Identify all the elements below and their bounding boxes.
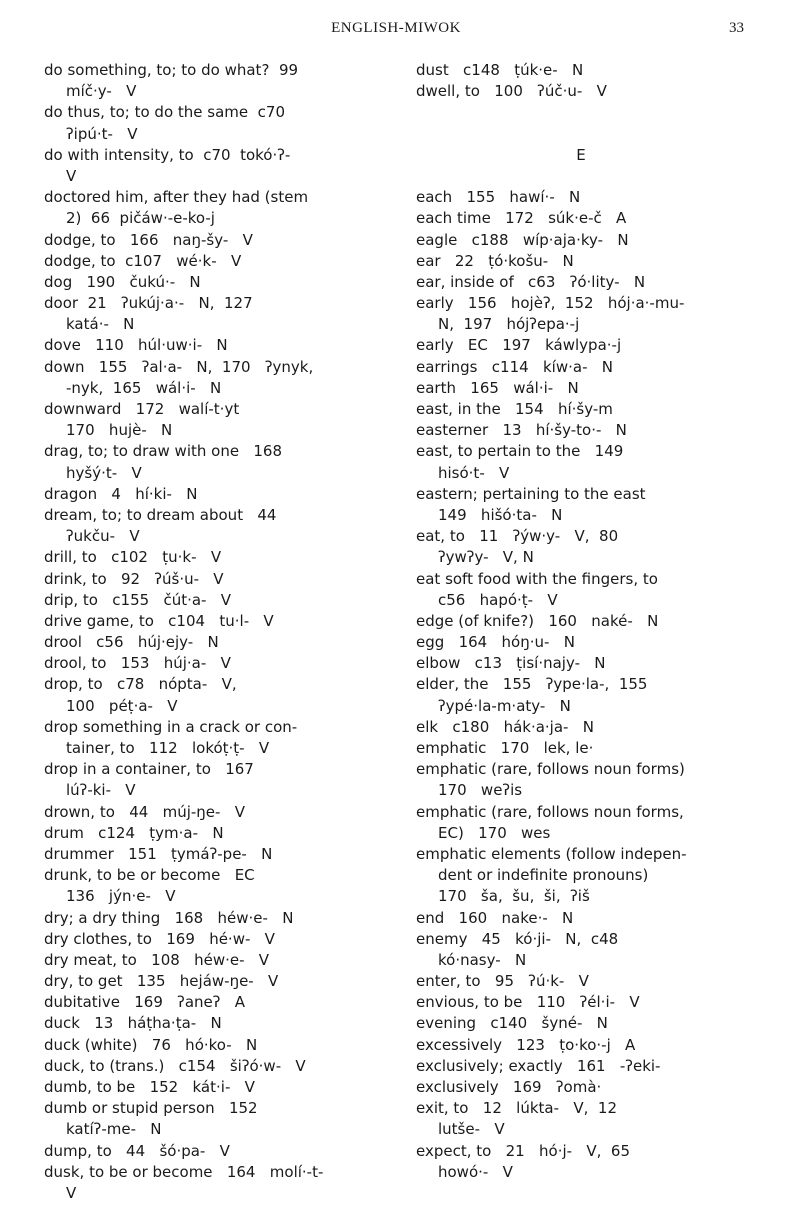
entry-line: doctored him, after they had (stem xyxy=(44,188,309,207)
entry-line: earth 165 wál·i- N xyxy=(416,378,579,397)
entry-line: dubitative 169 ʔaneʔ A xyxy=(44,993,245,1012)
section-letter: E xyxy=(576,145,586,164)
entry-line: each time 172 súk·e-č A xyxy=(416,209,627,228)
entry-line: ear, inside of c63 ʔó·lity- N xyxy=(416,272,646,291)
entry-continuation-line: EC) 170 wes xyxy=(438,823,551,842)
entry-continuation-line: V xyxy=(66,166,77,185)
entry-line: downward 172 walí-t·yt xyxy=(44,400,240,418)
entry-continuation-line: ʔukču- V xyxy=(66,527,140,546)
page-header xyxy=(0,20,792,40)
entry-line: elbow c13 ṭisí·najy- N xyxy=(416,654,606,673)
entry-line: exit, to 12 lúkta- V, 12 xyxy=(416,1099,617,1118)
entry-line: duck (white) 76 hó·ko- N xyxy=(44,1035,258,1054)
entry-line: elder, the 155 ʔype·la-, 155 xyxy=(416,675,648,694)
entry-line: dry, to get 135 hejáw-ŋe- V xyxy=(44,972,279,991)
entry-line: excessively 123 ṭo·ko·-j A xyxy=(416,1035,636,1054)
entry-continuation-line: N, 197 hójʔepa·-j xyxy=(438,315,580,334)
entry-line: dodge, to c107 wé·k- V xyxy=(44,251,242,270)
entry-line: dwell, to 100 ʔúč·u- V xyxy=(416,82,607,101)
entry-continuation-line: kó·nasy- N xyxy=(438,950,527,969)
entry-line: drop something in a crack or con- xyxy=(44,717,298,736)
running-title: ENGLISH-MIWOK xyxy=(331,20,461,36)
entry-line: emphatic (rare, follows noun forms) xyxy=(416,760,685,779)
entry-continuation-line: 170 ša, šu, ši, ʔiš xyxy=(438,887,590,906)
entry-line: earrings c114 kíw·a- N xyxy=(416,357,614,376)
entry-line: dry; a dry thing 168 héw·e- N xyxy=(44,908,294,927)
entry-continuation-line: ʔywʔy- V, N xyxy=(438,548,534,567)
entry-continuation-line: míč·y- V xyxy=(66,82,137,101)
entry-line: drool c56 húj·ejy- N xyxy=(44,633,219,652)
entry-line: east, in the 154 hí·šy-m xyxy=(416,400,613,418)
entry-continuation-line: katíʔ-me- N xyxy=(66,1120,162,1139)
entry-line: emphatic 170 lek, le· xyxy=(416,739,594,757)
entry-line: down 155 ʔal·a- N, 170 ʔynyk, xyxy=(44,357,314,376)
entry-line: dog 190 čukú·- N xyxy=(44,272,201,291)
right-column xyxy=(416,60,752,1183)
entry-line: each 155 hawí·- N xyxy=(416,188,581,207)
entry-continuation-line: 170 hujè- N xyxy=(66,421,173,440)
entry-line: dry meat, to 108 héw·e- V xyxy=(44,950,270,969)
entry-line: drag, to; to draw with one 168 xyxy=(44,442,283,461)
entry-line: drummer 151 ṭymáʔ-pe- N xyxy=(44,844,273,863)
entry-line: do with intensity, to c70 tokó·ʔ- xyxy=(44,145,291,164)
entry-continuation-line: dent or indefinite pronouns) xyxy=(438,866,649,885)
page-number: 33 xyxy=(729,20,744,36)
entry-line: emphatic elements (follow indepen- xyxy=(416,844,687,863)
entry-line: end 160 nake·- N xyxy=(416,908,574,927)
entry-continuation-line: 136 jýn·e- V xyxy=(66,887,176,906)
entry-line: expect, to 21 hó·j- V, 65 xyxy=(416,1141,630,1160)
entry-line: evening c140 šyné- N xyxy=(416,1014,608,1033)
entry-line: drip, to c155 čút·a- V xyxy=(44,590,232,609)
entry-line: drum c124 ṭym·a- N xyxy=(44,823,224,842)
entry-line: drill, to c102 ṭu·k- V xyxy=(44,548,222,567)
entry-line: edge (of knife?) 160 naké- N xyxy=(416,611,659,630)
entry-line: emphatic (rare, follows noun forms, xyxy=(416,802,684,821)
entry-line: dumb, to be 152 kát·i- V xyxy=(44,1078,255,1096)
entry-line xyxy=(416,124,752,145)
entry-continuation-line: 149 hišó·ta- N xyxy=(438,505,563,524)
entry-continuation-line: katá·- N xyxy=(66,315,135,334)
entry-line: drive game, to c104 tu·l- V xyxy=(44,611,274,630)
entry-continuation-line: V xyxy=(66,1183,77,1202)
entry-line: eastern; pertaining to the east xyxy=(416,484,646,503)
entry-line: eat, to 11 ʔýw·y- V, 80 xyxy=(416,527,619,546)
entry-continuation-line: howó·- V xyxy=(438,1162,513,1181)
entry-line: drink, to 92 ʔúš·u- V xyxy=(44,569,224,588)
entry-line: early EC 197 káwlypa·-j xyxy=(416,336,622,355)
entry-line: enter, to 95 ʔú·k- V xyxy=(416,972,589,991)
entry-line: do thus, to; to do the same c70 xyxy=(44,103,285,122)
entry-line: drool, to 153 húj·a- V xyxy=(44,654,231,673)
entry-continuation-line: ʔipú·t- V xyxy=(66,124,138,143)
entry-line: do something, to; to do what? 99 xyxy=(44,61,299,79)
entry-line: enemy 45 kó·ji- N, c48 xyxy=(416,929,619,948)
entry-continuation-line: hisó·t- V xyxy=(438,463,510,482)
left-column xyxy=(44,60,390,1204)
entry-line: dove 110 húl·uw·i- N xyxy=(44,336,228,355)
entry-line: dodge, to 166 naŋ-šy- V xyxy=(44,230,253,249)
entry-line: dusk, to be or become 164 molí·-t- xyxy=(44,1162,324,1181)
entry-continuation-line: 100 péṭ·a- V xyxy=(66,696,178,715)
entry-continuation-line: 2) 66 pičáw·-e-ko-j xyxy=(66,209,215,228)
entry-line: elk c180 hák·a·ja- N xyxy=(416,717,594,736)
entry-line: dust c148 ṭúk·e- N xyxy=(416,61,584,79)
entry-line: dumb or stupid person 152 xyxy=(44,1099,258,1118)
entry-line: eat soft food with the fingers, to xyxy=(416,569,658,588)
entry-line: drop in a container, to 167 xyxy=(44,760,254,779)
entry-line: dry clothes, to 169 hé·w- V xyxy=(44,929,275,948)
entry-line: ear 22 ṭó·košu- N xyxy=(416,251,574,270)
entry-line: drown, to 44 múj-ŋe- V xyxy=(44,802,246,821)
entry-line: eagle c188 wíp·aja·ky- N xyxy=(416,230,629,249)
entry-line: dump, to 44 šó·pa- V xyxy=(44,1141,230,1160)
entry-line: dream, to; to dream about 44 xyxy=(44,505,277,524)
entry-continuation-line: lutše- V xyxy=(438,1120,505,1139)
entry-line: exclusively; exactly 161 -ʔeki- xyxy=(416,1056,661,1075)
entry-line xyxy=(416,166,752,187)
entry-line: door 21 ʔukúj·a·- N, 127 xyxy=(44,294,253,313)
entry-continuation-line: c56 hapó·ṭ- V xyxy=(438,590,558,609)
entry-line: drop, to c78 nópta- V, xyxy=(44,675,237,694)
entry-line: duck, to (trans.) c154 šiʔó·w- V xyxy=(44,1056,306,1075)
entry-continuation-line: tainer, to 112 lokóṭ·ṭ- V xyxy=(66,739,270,757)
entry-continuation-line: 170 weʔis xyxy=(438,781,523,800)
entry-line: drunk, to be or become EC xyxy=(44,866,255,885)
entry-line xyxy=(416,102,752,123)
entry-line: dragon 4 hí·ki- N xyxy=(44,484,198,503)
entry-continuation-line: lúʔ-ki- V xyxy=(66,781,136,800)
entry-line: exclusively 169 ʔomà· xyxy=(416,1078,602,1096)
entry-line: easterner 13 hí·šy-to·- N xyxy=(416,421,627,440)
entry-line: egg 164 hóŋ·u- N xyxy=(416,633,575,652)
entry-continuation-line: hyšý·t- V xyxy=(66,463,142,482)
entry-line: east, to pertain to the 149 xyxy=(416,442,624,461)
entry-line: envious, to be 110 ʔél·i- V xyxy=(416,993,640,1012)
entry-line: duck 13 háṭha·ṭa- N xyxy=(44,1014,222,1033)
entry-continuation-line: -nyk, 165 wál·i- N xyxy=(66,378,222,397)
entry-continuation-line: ʔypé·la-m·aty- N xyxy=(438,696,571,715)
entry-line: early 156 hojèʔ, 152 hój·a·-mu- xyxy=(416,294,685,313)
